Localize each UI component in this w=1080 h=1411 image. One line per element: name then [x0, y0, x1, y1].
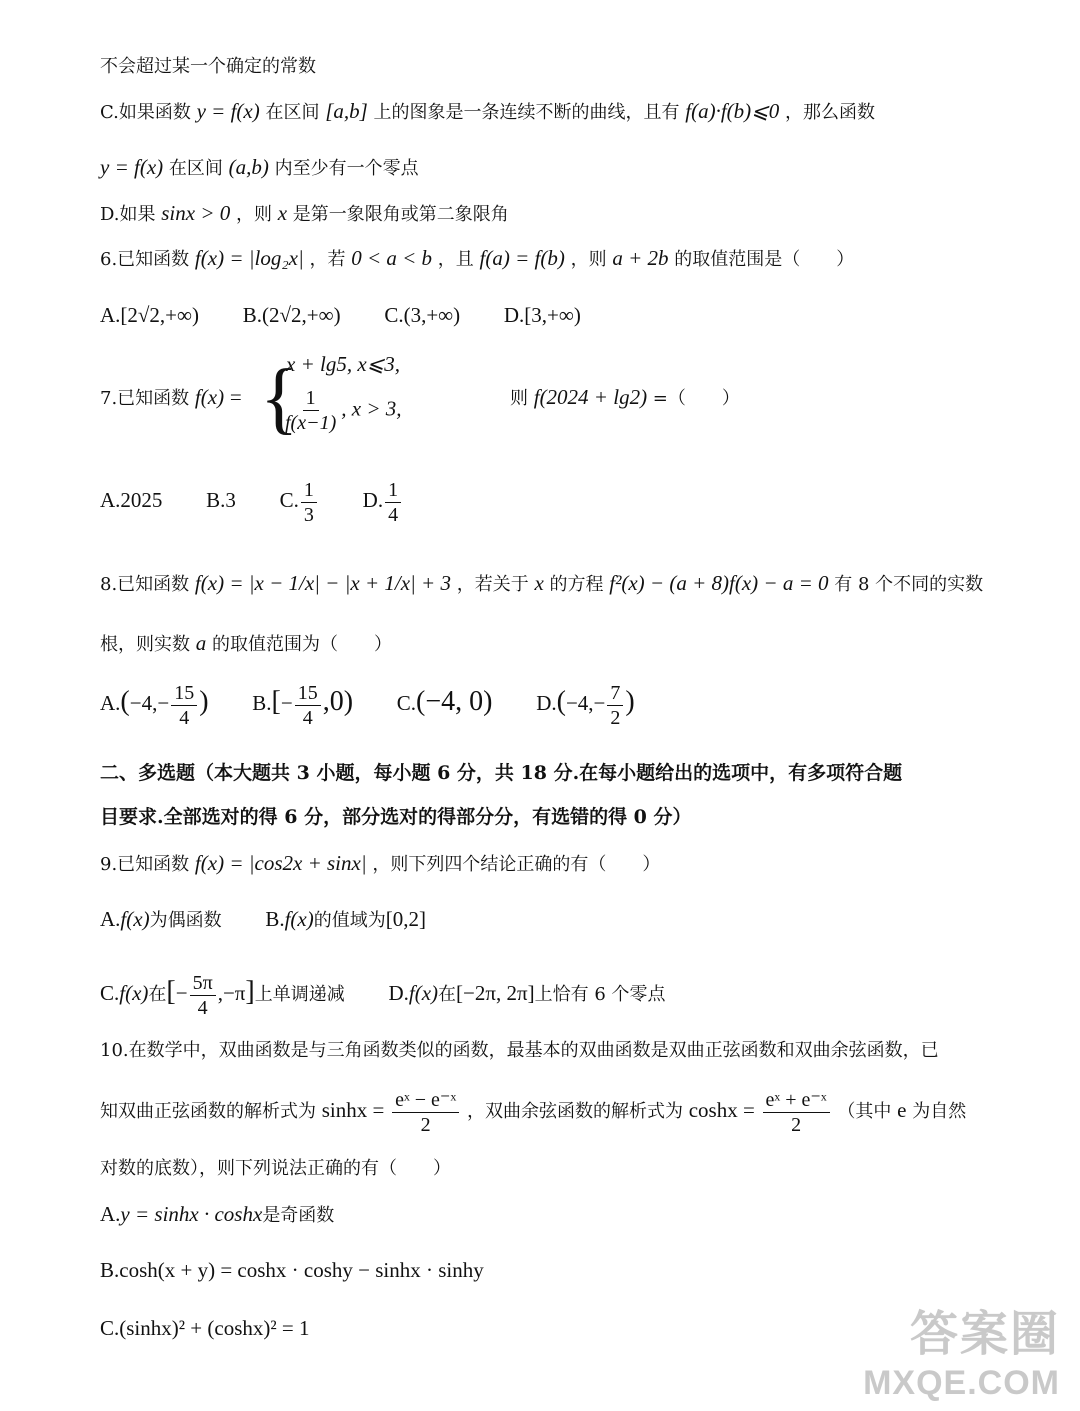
text: 有 8 个不同的实数	[834, 574, 984, 595]
q5-option-c-line2	[100, 152, 419, 184]
math-expr: y = f(x)	[100, 155, 164, 179]
text: 的取值范围是（ ）	[674, 249, 855, 270]
option-label: C.	[279, 488, 299, 512]
text: ，若	[309, 249, 346, 270]
q6-options	[100, 300, 619, 332]
section-heading-line2	[100, 802, 692, 832]
text: 10.在数学中，双曲函数是与三角函数类似的函数，最基本的双曲函数是双曲正弦函数和双曲余弦函数，已	[100, 1040, 939, 1061]
option-d[interactable]: D.f(x)在[−2π, 2π]上恰有 6 个零点	[388, 981, 666, 1005]
text: 为自然	[912, 1101, 967, 1122]
option-a[interactable]: A.f(x)为偶函数	[100, 907, 222, 931]
math-expr: f(x)	[194, 385, 225, 409]
text: ，双曲余弦函数的解析式为	[466, 1101, 683, 1122]
watermark-logo: 答案圈	[909, 1308, 1060, 1361]
math-expr: f(2024 + lg2)	[533, 385, 648, 409]
option-b[interactable]: B.3	[206, 488, 236, 512]
option-a[interactable]: A.2025	[100, 488, 163, 512]
math-expr: sinhx =	[321, 1098, 385, 1122]
math-expr: f²(x) − (a + 8)f(x) − a = 0	[609, 571, 829, 595]
text: 在区间	[168, 158, 223, 179]
fraction: $\frac{1}{3}$	[301, 478, 317, 527]
piecewise-case-1: x + lg5, x⩽3,	[286, 352, 400, 376]
text: 7.已知函数	[100, 388, 190, 409]
option-label: D.	[362, 488, 384, 512]
heading-line-2: 目要求.全部选对的得 6 分，部分选对的得部分分，有选错的得 0 分）	[100, 806, 692, 828]
option-label: A.	[100, 691, 121, 715]
option-c[interactable]: C.(3,+∞)	[384, 303, 461, 327]
text: ，若关于	[456, 574, 529, 595]
math-expr: f(x) = |log₂x|	[194, 246, 304, 270]
text: =（ ）	[652, 388, 740, 409]
text: 9.已知函数	[100, 854, 190, 875]
text: 上的图象是一条连续不断的曲线，且有	[373, 102, 680, 123]
watermark	[863, 1295, 1060, 1403]
q5-option-c-line1	[100, 96, 875, 128]
option-label: B.	[252, 691, 272, 715]
fraction: $\frac{1}{4}$	[385, 478, 401, 527]
option-d[interactable]: D.[3,+∞)	[503, 303, 581, 327]
q9-options-ab	[100, 904, 464, 936]
q5-option-d	[100, 198, 509, 230]
text: 的取值范围为（ ）	[211, 634, 392, 655]
q8-stem	[100, 568, 983, 600]
text: 内至少有一个零点	[274, 158, 419, 179]
math-expr: sinx > 0	[161, 201, 231, 225]
section-heading	[100, 758, 902, 788]
option-b[interactable]: B.(2√2,+∞)	[242, 303, 341, 327]
text: 8.已知函数	[100, 574, 190, 595]
q8-stem-line2	[100, 628, 392, 660]
fraction: $\frac{\text{eˣ + e⁻ˣ}}{2}$	[763, 1088, 830, 1137]
option-label: D.	[536, 691, 557, 715]
text: ，则	[235, 204, 272, 225]
fraction: $\frac{\text{eˣ − e⁻ˣ}}{2}$	[392, 1088, 459, 1137]
q9-options-cd	[100, 966, 704, 1021]
math-expr: e	[897, 1098, 907, 1122]
q10-option-a[interactable]: A.y = sinhx · coshx是奇函数	[100, 1202, 335, 1226]
q6-stem	[100, 243, 854, 275]
option-text: B.cosh(x + y) = coshx · coshy − sinhx · sinhy	[100, 1258, 484, 1282]
option-text: C.(sinhx)² + (coshx)² = 1	[100, 1316, 310, 1340]
text: ，那么函数	[785, 102, 876, 123]
heading-line-1: 二、多选题（本大题共 3 小题，每小题 6 分，共 18 分.在每小题给出的选项中，有多项符合题	[100, 762, 903, 784]
case-condition: , x > 3,	[341, 396, 402, 421]
text: 知双曲正弦函数的解析式为	[100, 1101, 316, 1122]
text: 6.已知函数	[100, 249, 190, 270]
fraction: $\frac{1}{f(x-1)}$	[285, 387, 337, 434]
watermark-site: MXQE.COM	[863, 1364, 1060, 1402]
text: 对数的底数），则下列说法正确的有（ ）	[100, 1158, 451, 1179]
option-b[interactable]: B.f(x)的值域为[0,2]	[265, 907, 426, 931]
math-expr: (a,b)	[228, 155, 269, 179]
text: ，且	[437, 249, 474, 270]
text: 的方程	[549, 574, 604, 595]
option-d[interactable]	[363, 476, 403, 527]
q8-options	[100, 676, 673, 731]
math-expr: f(a)·f(b)⩽0	[685, 99, 780, 123]
q7-options	[100, 476, 441, 527]
text: 根，则实数	[100, 634, 190, 655]
math-expr: x	[534, 571, 544, 595]
math-expr: a	[195, 631, 207, 655]
option-c[interactable]	[280, 476, 319, 527]
option-b[interactable]: B.[− $\frac{15}{4}$ ,0)	[252, 681, 354, 729]
q10-stem-line1	[100, 1036, 939, 1066]
math-expr: f(x) = |x − 1/x| − |x + 1/x| + 3	[194, 571, 451, 595]
option-label: C.	[396, 691, 417, 715]
option-a[interactable]: A.[2√2,+∞)	[100, 303, 199, 327]
text: ，则下列四个结论正确的有（ ）	[372, 854, 661, 875]
text: 在区间	[265, 102, 320, 123]
q10-option-c[interactable]	[100, 1313, 310, 1345]
q10-stem-line3	[100, 1154, 451, 1184]
piecewise-case-2	[280, 386, 402, 435]
math-expr: [a,b]	[325, 99, 368, 123]
math-expr: y = f(x)	[196, 99, 260, 123]
option-c[interactable]: C.(−4, 0)	[396, 686, 493, 717]
math-expr: x	[277, 201, 288, 225]
text-line: 不会超过某一个确定的常数	[100, 56, 316, 77]
text: C.如果函数	[100, 102, 191, 123]
option-c[interactable]: C.f(x)在[− $\frac{5\pi}{4}$ ,−π]上单调递减	[100, 971, 345, 1019]
q10-option-b[interactable]	[100, 1255, 484, 1287]
left-brace: {	[260, 354, 299, 442]
text: ，则	[570, 249, 607, 270]
math-expr: f(a) = f(b)	[479, 246, 565, 270]
numerator: 1	[303, 386, 319, 411]
option-d[interactable]: D.(−4,− $\frac{7}{2}$ )	[536, 681, 635, 729]
math-expr: coshx =	[688, 1098, 755, 1122]
math-expr: a + 2b	[612, 246, 669, 270]
continued-text	[100, 52, 316, 82]
math-expr: 0 < a < b	[351, 246, 433, 270]
text: 则	[510, 388, 528, 409]
q9-stem	[100, 848, 660, 880]
text: D.如果	[100, 204, 156, 225]
math-expr: f(x) = |cos2x + sinx|	[194, 851, 367, 875]
text: （其中	[837, 1101, 892, 1122]
q10-stem-line2	[100, 1082, 966, 1140]
option-a[interactable]: A.(−4,− $\frac{15}{4}$ )	[100, 681, 209, 729]
text: 是第一象限角或第二象限角	[292, 204, 509, 225]
